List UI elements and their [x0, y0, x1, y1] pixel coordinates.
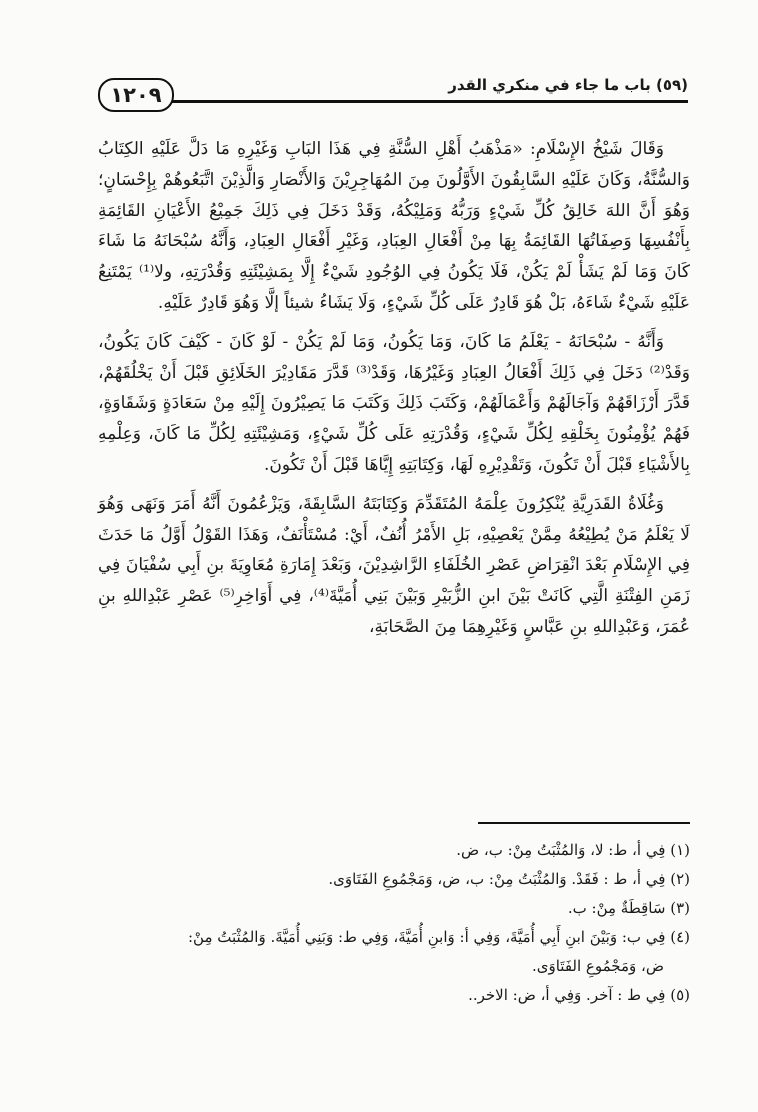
main-text	[98, 134, 690, 643]
footnote: (٤) فِي ب: وَبَيْنَ ابنِ أَبِي أُمَيَّةَ، وَفِي أ: وَابنِ أُمَيَّةَ، وَفِي ط: وَبَنِي أُمَيَّةَ. وَالمُثْبَتُ مِنْ:	[187, 928, 690, 946]
footnote: (٣) سَاقِطَةٌ مِنْ: ب.	[567, 899, 690, 917]
page-number: ١٢٠٩	[98, 78, 174, 112]
paragraph: وَغُلَاةُ القَدَرِيَّةِ يُنْكِرُونَ عِلْمَهُ المُتَقَدِّمَ وَكِتَابَتَهُ السَّابِقَةَ، وَيَزْعُمُونَ أَنَّهُ أَمَرَ وَنَهَى وَهُوَ لَا يَعْلَمُ مَنْ يُطِيْعُهُ مِمَّنْ يَعْصِيْهِ، بَلِ الأَمْرُ أُنُفٌ، أَيْ: مُسْتَأْنَفٌ، وَهَذَا القَوْلُ أَوَّلُ مَا حَدَثَ فِي الإِسْلَامِ بَعْدَ انْقِرَاضِ عَصْرِ الخُلَفَاءِ الرَّاشِدِيْنَ، وَبَعْدَ إِمَارَةِ مُعَاوِيَةَ بنِ أَبِي سُفْيَانَ فِي زَمَنِ الفِتْنَةِ الَّتِي كَانَتْ بَيْنَ ابنِ الزُّبَيْرِ وَبَيْنَ بَنِي أُمَيَّةَ⁽⁴⁾، فِي أَوَاخِرِ⁽⁵⁾ عَصْرِ عَبْدِاللهِ بنِ عُمَرَ، وَعَبْدِاللهِ بنِ عَبَّاسٍ وَغَيْرِهِمَا مِنَ الصَّحَابَةِ،	[98, 493, 690, 637]
header-rule	[162, 100, 688, 103]
footnote-separator	[478, 822, 690, 824]
footnote-continuation: ض، وَمَجْمُوعِ الفَتَاوَى.	[531, 957, 664, 975]
chapter-title: (٥٩) باب ما جاء في منكري القدر	[448, 76, 688, 94]
footnote: (٥) فِي ط : آخر. وَفِي أ، ض: الاخر..	[468, 986, 690, 1004]
footnote: (١) فِي أ، ط: لا، وَالمُثْبَتُ مِنْ: ب، ض.	[456, 841, 690, 859]
page-header	[98, 74, 688, 114]
footnotes	[98, 836, 690, 1010]
paragraph: وَأَنَّهُ - سُبْحَانَهُ - يَعْلَمُ مَا كَانَ، وَمَا يَكُونُ، وَمَا لَمْ يَكُنْ - لَوْ كَانَ - كَيْفَ كَانَ يَكُونُ، وَقَدْ⁽²⁾ دَخَلَ فِي ذَلِكَ أَفْعَالُ العِبَادِ وَغَيْرُهَا، وَقَدْ⁽³⁾ قَدَّرَ مَقَادِيْرَ الخَلَائِقِ قَبْلَ أَنْ يَخْلُقَهُمْ، قَدَّرَ أَرْزَاقَهُمْ وَآجَالَهُمْ وَأَعْمَالَهُمْ، وَكَتَبَ ذَلِكَ وَكَتَبَ مَا يَصِيْرُونَ إِلَيْهِ مِنْ سَعَادَةٍ وَشَقَاوَةٍ، فَهُمْ يُؤْمِنُونَ بِخَلْقِهِ لِكُلِّ شَيْءٍ، وَقُدْرَتِهِ عَلَى كُلِّ شَيْءٍ، وَمَشِيْئَتِهِ لِكُلِّ مَا كَانَ، وَعِلْمِهِ بِالأَشْيَاءِ قَبْلَ أَنْ تَكُونَ، وَتَقْدِيْرِهِ لَهَا، وَكِتَابَتِهِ إِيَّاهَا قَبْلَ أَنْ تَكُونَ.	[98, 331, 690, 475]
footnote: (٢) فِي أ، ط : فَقَدْ. وَالمُثْبَتُ مِنْ: ب، ض، وَمَجْمُوعِ الفَتَاوَى.	[328, 870, 690, 888]
paragraph: وَقَالَ شَيْخُ الإِسْلَامِ: «مَذْهَبُ أَهْلِ السُّنَّةِ فِي هَذَا البَابِ وَغَيْرِهِ مَا دَلَّ عَلَيْهِ الكِتَابُ وَالسُّنَّةُ، وَكَانَ عَلَيْهِ السَّابِقُونَ الأَوَّلُونَ مِنَ المُهَاجِرِيْنَ وَالأَنْصَارِ وَالَّذِيْنَ اتَّبَعُوهُمْ بِإِحْسَانٍ؛ وَهُوَ أَنَّ اللهَ خَالِقُ كُلِّ شَيْءٍ وَرَبُّهُ وَمَلِيْكُهُ، وَقَدْ دَخَلَ فِي ذَلِكَ جَمِيْعُ الأَعْيَانِ القَائِمَةِ بِأَنْفُسِهَا وَصِفَاتُهَا القَائِمَةُ بِهَا مِنْ أَفْعَالِ العِبَادِ، وَغَيْرِ أَفْعَالِ العِبَادِ، وَأَنَّهُ سُبْحَانَهُ مَا شَاءَ كَانَ وَمَا لَمْ يَشَأْ لَمْ يَكُنْ، فَلَا يَكُونُ فِي الوُجُودِ شَيْءٌ إِلَّا بِمَشِيْئَتِهِ وَقُدْرَتِهِ، ولا⁽¹⁾ يَمْتَنِعُ عَلَيْهِ شَيْءٌ شَاءَهُ، بَلْ هُوَ قَادِرٌ عَلَى كُلِّ شَيْءٍ، وَلَا يَشَاءُ شيئاً إلَّا وَهُوَ قَادِرٌ عَلَيْهِ.	[98, 139, 690, 313]
